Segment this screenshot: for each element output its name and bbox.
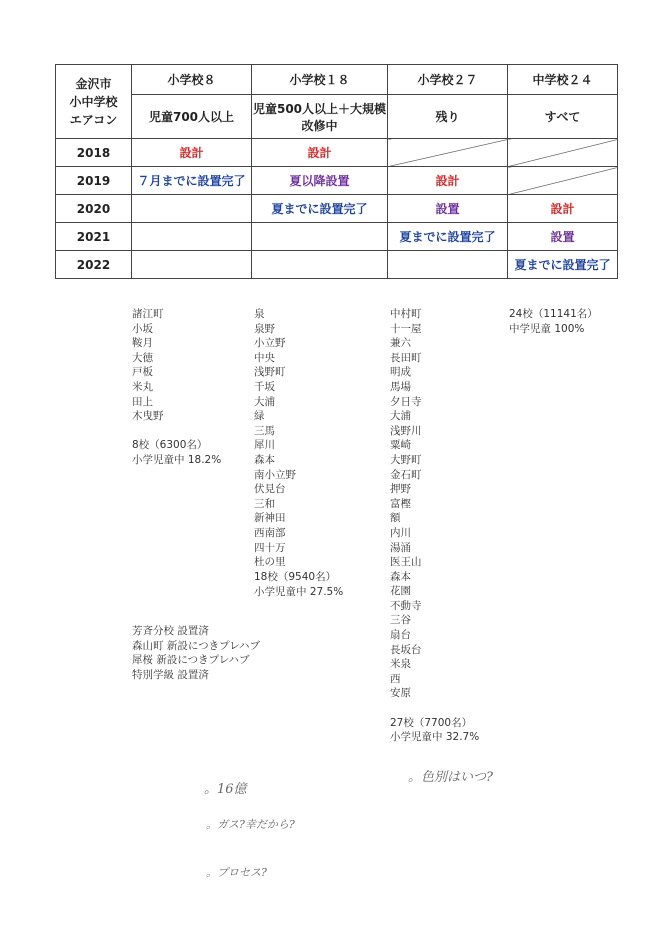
list-item: 兼六 <box>390 337 411 350</box>
list-item: 小立野 <box>254 337 286 350</box>
school-summary-jhs24 <box>509 307 598 336</box>
list-item: 馬場 <box>390 380 411 393</box>
status-cell: 設計 <box>252 139 388 167</box>
status-cell: ７月までに設置完了 <box>132 167 252 195</box>
note-line: 犀桜 新設につきプレハブ <box>132 654 250 667</box>
status-cell: 設置 <box>508 223 618 251</box>
empty-diagonal-cell <box>508 139 618 167</box>
corner-line-1: 金沢市 <box>75 76 112 91</box>
status-cell: 夏以降設置 <box>252 167 388 195</box>
student-ratio: 小学児童中 32.7% <box>390 731 480 744</box>
status-cell: 設計 <box>508 195 618 223</box>
list-item: 諸江町 <box>132 308 164 320</box>
table-row <box>56 167 618 195</box>
list-item: 額 <box>390 512 401 525</box>
student-ratio: 小学児童中 18.2% <box>132 453 222 466</box>
list-item: 不動寺 <box>390 599 422 612</box>
table-row <box>56 223 618 251</box>
notes-block <box>132 624 260 682</box>
list-item: 西南部 <box>254 526 286 539</box>
list-item: 三谷 <box>390 614 411 627</box>
table-corner <box>56 65 132 139</box>
status-cell <box>252 223 388 251</box>
list-item: 中央 <box>254 351 275 364</box>
handwritten-note: 。ガス?幸だから? <box>206 818 295 831</box>
school-list-elem27 <box>390 307 479 745</box>
list-item: 西 <box>390 672 401 685</box>
school-summary-elem18 <box>254 570 343 599</box>
list-item: 千坂 <box>254 380 275 393</box>
empty-diagonal-cell <box>508 167 618 195</box>
list-item: 花園 <box>390 585 411 598</box>
year-cell: 2022 <box>56 251 132 279</box>
year-cell: 2020 <box>56 195 132 223</box>
list-item: 夕日寺 <box>390 395 422 408</box>
student-ratio: 中学児童 100% <box>509 322 585 335</box>
table-row <box>56 139 618 167</box>
corner-line-2: 小中学校 <box>69 94 118 109</box>
status-cell: 設計 <box>388 167 508 195</box>
list-item: 南小立野 <box>254 468 296 481</box>
status-cell: 夏までに設置完了 <box>508 251 618 279</box>
table-row <box>56 251 618 279</box>
status-cell <box>132 223 252 251</box>
note-line: 森山町 新設につきプレハブ <box>132 639 260 652</box>
list-item: 十一屋 <box>390 322 422 335</box>
list-item: 大野町 <box>390 453 422 466</box>
status-cell: 夏までに設置完了 <box>252 195 388 223</box>
list-item: 米丸 <box>132 380 153 393</box>
col-sub-jhs24: すべて <box>508 95 618 139</box>
year-cell: 2018 <box>56 139 132 167</box>
status-cell <box>132 195 252 223</box>
student-ratio: 小学児童中 27.5% <box>254 585 344 598</box>
school-count: 18校（9540名） <box>254 571 337 583</box>
school-count: 27校（7700名） <box>390 716 473 729</box>
empty-diagonal-cell <box>388 139 508 167</box>
list-item: 明成 <box>390 366 411 379</box>
status-cell <box>132 251 252 279</box>
col-sub-elem8: 児童700人以上 <box>132 95 252 139</box>
handwritten-note: 。色別はいつ? <box>408 770 493 785</box>
table-row <box>56 195 618 223</box>
list-item: 扇台 <box>390 629 411 642</box>
col-sub-elem27: 残り <box>388 95 508 139</box>
list-item: 四十万 <box>254 541 286 554</box>
list-item: 長坂台 <box>390 643 422 656</box>
list-item: 戸板 <box>132 366 153 379</box>
list-item: 医王山 <box>390 556 422 569</box>
list-item: 犀川 <box>254 439 275 452</box>
col-sub-elem18: 児童500人以上＋大規模改修中 <box>252 95 388 139</box>
year-cell: 2021 <box>56 223 132 251</box>
list-item: 中村町 <box>390 308 422 320</box>
list-item: 木曳野 <box>132 410 164 423</box>
handwritten-note: 。16億 <box>204 782 247 797</box>
list-item: 田上 <box>132 395 153 408</box>
col-header-elem27: 小学校２７ <box>388 65 508 95</box>
list-item: 新神田 <box>254 512 286 525</box>
status-cell: 設置 <box>388 195 508 223</box>
list-item: 三馬 <box>254 424 275 437</box>
year-cell: 2019 <box>56 167 132 195</box>
list-item: 長田町 <box>390 351 422 364</box>
list-item: 湯涌 <box>390 541 411 554</box>
list-item: 安原 <box>390 687 411 700</box>
handwritten-note: 。プロセス? <box>206 866 267 879</box>
status-cell: 夏までに設置完了 <box>388 223 508 251</box>
list-item: 大浦 <box>390 410 411 423</box>
col-header-jhs24: 中学校２４ <box>508 65 618 95</box>
list-item: 泉野 <box>254 322 275 335</box>
list-item: 森本 <box>254 453 275 466</box>
school-count: 8校（6300名） <box>132 439 208 452</box>
list-item: 粟崎 <box>390 439 411 452</box>
list-item: 浅野川 <box>390 424 422 437</box>
col-header-elem8: 小学校８ <box>132 65 252 95</box>
list-item: 米泉 <box>390 658 411 671</box>
list-item: 杜の里 <box>254 556 286 569</box>
list-item: 小坂 <box>132 322 153 335</box>
list-item: 浅野町 <box>254 366 286 379</box>
list-item: 大徳 <box>132 351 153 364</box>
list-item: 大浦 <box>254 395 275 408</box>
col-header-elem18: 小学校１８ <box>252 65 388 95</box>
note-line: 芳斉分校 設置済 <box>132 625 209 637</box>
note-line: 特別学級 設置済 <box>132 668 209 681</box>
list-item: 押野 <box>390 483 411 496</box>
list-item: 三和 <box>254 497 275 510</box>
list-item: 富樫 <box>390 497 411 510</box>
status-cell: 設計 <box>132 139 252 167</box>
list-item: 内川 <box>390 526 411 539</box>
aircon-schedule-table <box>55 64 618 279</box>
status-cell <box>252 251 388 279</box>
list-item: 鞍月 <box>132 337 153 350</box>
list-item: 緑 <box>254 410 265 423</box>
status-cell <box>388 251 508 279</box>
school-list-elem18 <box>254 307 296 584</box>
list-item: 森本 <box>390 570 411 583</box>
list-item: 伏見台 <box>254 483 286 496</box>
corner-line-3: エアコン <box>69 112 118 127</box>
school-count: 24校（11141名） <box>509 308 598 320</box>
list-item: 金石町 <box>390 468 422 481</box>
school-list-elem8 <box>132 307 221 468</box>
list-item: 泉 <box>254 308 265 320</box>
